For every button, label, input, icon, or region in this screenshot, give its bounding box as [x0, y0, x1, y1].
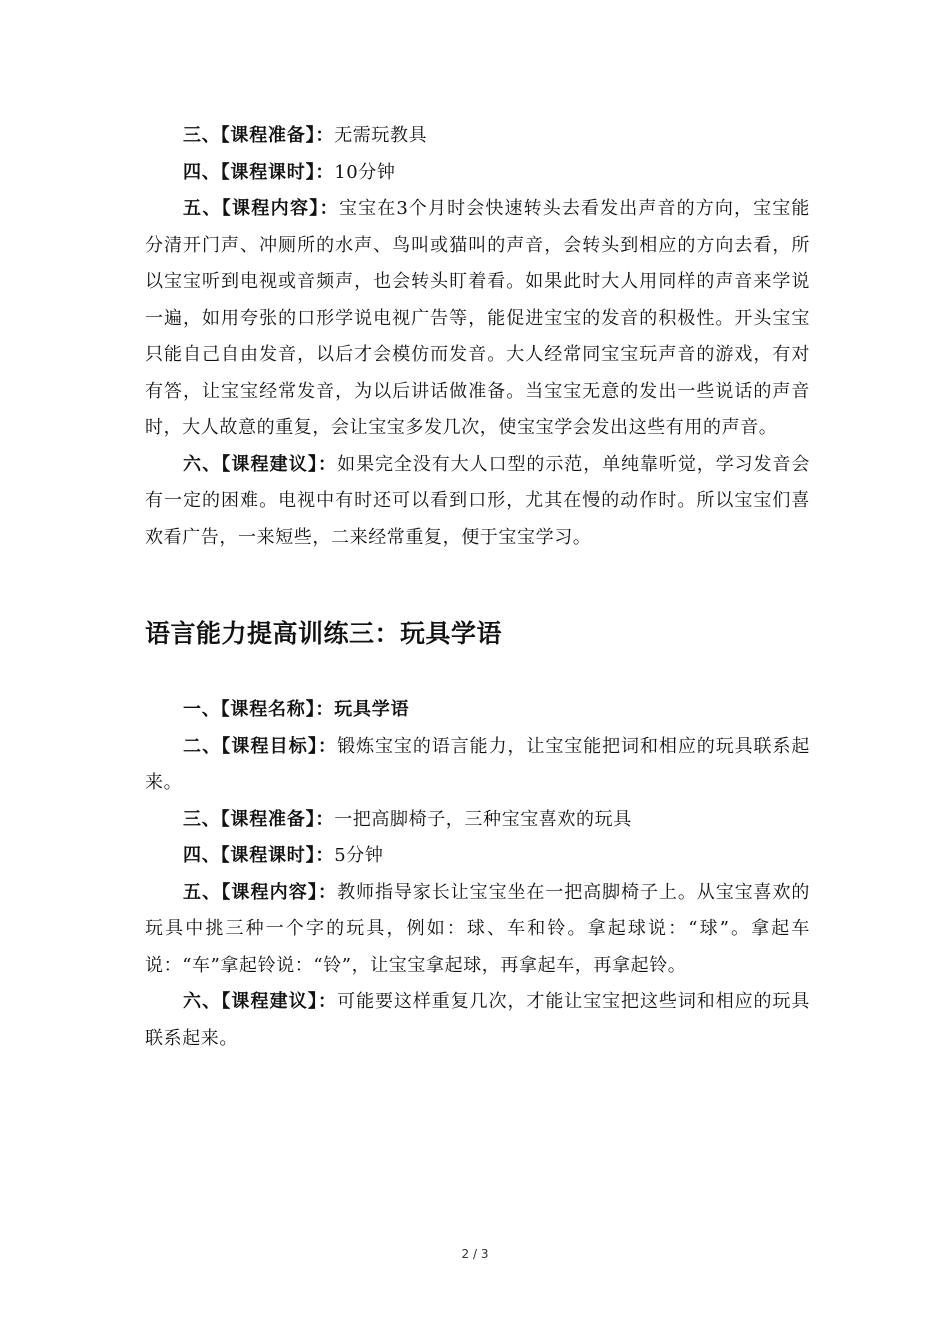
paragraph-text: 教师指导家长让宝宝坐在一把高脚椅子上。从宝宝喜欢的玩具中挑三种一个字的玩具，例如：球、车和铃。拿起球说：“球”。拿起车说：“车”拿起铃说：“铃”，让宝宝拿起球，再拿起车，再拿起铃。: [145, 881, 811, 976]
paragraph-course-duration: [145, 155, 810, 192]
paragraph-text: 如果完全没有大人口型的示范，单纯靠听觉，学习发音会有一定的困难。电视中有时还可以看到口形，尤其在慢的动作时。所以宝宝们喜欢看广告，一来短些，二来经常重复，便于宝宝学习。: [145, 453, 811, 548]
paragraph-label: 四、【课程课时】：: [183, 845, 335, 866]
paragraph-label: 五、【课程内容】：: [183, 881, 338, 903]
paragraph-text: 5分钟: [334, 845, 384, 866]
paragraph-course-goal: [145, 729, 810, 802]
paragraph-text: 无需玩教具: [334, 125, 428, 146]
heading-spacer: [145, 654, 810, 692]
paragraph-course-preparation: [145, 118, 810, 155]
paragraph-text: 可能要这样重复几次，才能让宝宝把这些词和相应的玩具联系起来。: [145, 991, 811, 1049]
paragraph-label: 四、【课程课时】：: [183, 161, 335, 183]
page-number: 2 / 3: [461, 1247, 489, 1261]
paragraph-course-duration: [145, 838, 810, 875]
paragraph-label: 三、【课程准备】：: [183, 125, 335, 146]
paragraph-label: 三、【课程准备】：: [183, 808, 335, 830]
paragraph-course-preparation: [145, 802, 810, 839]
section-heading: 语言能力提高训练三：玩具学语: [145, 619, 503, 648]
paragraph-text: 10分钟: [334, 161, 396, 183]
paragraph-label: 六、【课程建议】：: [183, 453, 338, 475]
paragraph-text: 一把高脚椅子，三种宝宝喜欢的玩具: [334, 808, 632, 830]
paragraph-label: 一、【课程名称】：: [183, 699, 335, 720]
paragraph-text: 宝宝在3个月时会快速转头去看发出声音的方向，宝宝能分清开门声、冲厕所的水声、鸟叫或猫叫的声音，会转头到相应的方向去看，所以宝宝听到电视或音频声，也会转头盯着看。如果此时大人用同样的声音来学说一遍，如用夸张的口形学说电视广告等，能促进宝宝的发音的积极性。开头宝宝只能自己自由发音，以后才会模仿而发音。大人经常同宝宝玩声音的游戏，有对有答，让宝宝经常发音，为以后讲话做准备。当宝宝无意的发出一些说话的声音时，大人故意的重复，会让宝宝多发几次，使宝宝学会发出这些有用的声音。: [145, 198, 811, 438]
paragraph-course-suggestion: [145, 984, 810, 1057]
paragraph-course-suggestion: [145, 447, 810, 557]
paragraph-label: 六、【课程建议】：: [183, 991, 338, 1012]
paragraph-label: 二、【课程目标】：: [183, 735, 338, 757]
paragraph-text: 玩具学语: [334, 699, 410, 720]
paragraph-label: 五、【课程内容】：: [183, 198, 339, 219]
section-spacer: [145, 556, 810, 614]
paragraph-text: 锻炼宝宝的语言能力，让宝宝能把词和相应的玩具联系起来。: [145, 735, 811, 793]
page-content: [145, 118, 810, 1057]
paragraph-course-content: [145, 191, 810, 447]
paragraph-course-name: [145, 692, 810, 729]
paragraph-course-content: [145, 875, 810, 985]
